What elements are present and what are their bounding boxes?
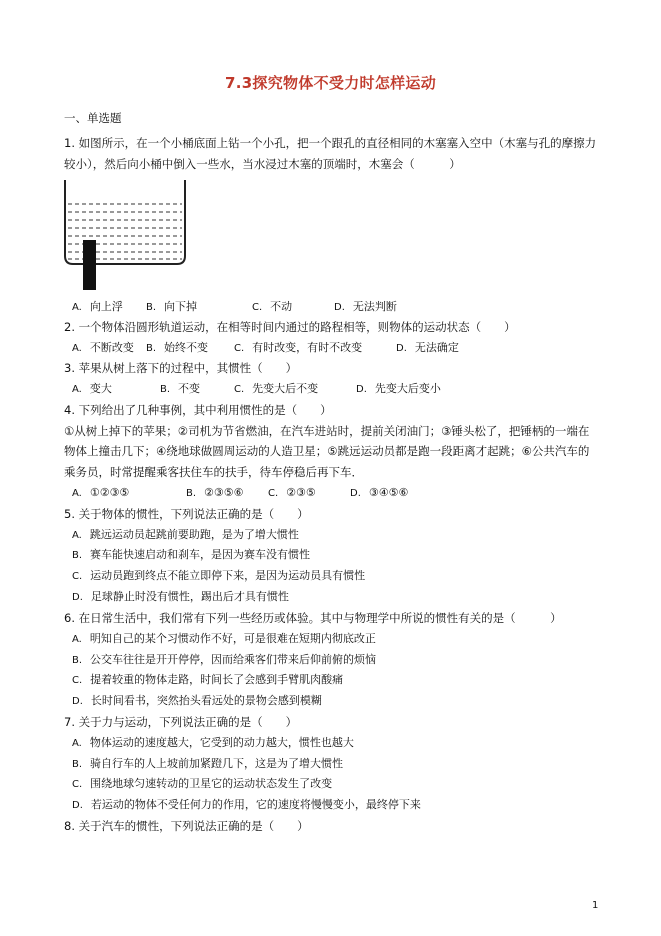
q6-option-a: A. 明知自己的某个习惯动作不好，可是很难在短期内彻底改正 (72, 632, 376, 645)
q2-option-c: C. 有时改变，有时不改变 (234, 341, 363, 354)
question-4-item-line-2: 物体上撞击几下；④绕地球做圆周运动的人造卫星；⑤跳远运动员都是跑一段距离才起跳；⑥公共汽车的 (64, 444, 590, 458)
section-heading: 一、单选题 (64, 111, 122, 125)
q2-option-d: D. 无法确定 (396, 341, 459, 354)
q4-option-d: D. ③④⑤⑥ (350, 486, 409, 499)
q6-option-d: D. 长时间看书，突然抬头看远处的景物会感到模糊 (72, 694, 322, 707)
q4-option-c: C. ②③⑤ (268, 486, 316, 499)
q3-option-b: B. 不变 (160, 382, 201, 395)
bucket-figure (60, 176, 190, 292)
q5-option-b: B. 赛车能快速启动和刹车，是因为赛车没有惯性 (72, 548, 311, 561)
q5-option-c: C. 运动员跑到终点不能立即停下来，是因为运动员具有惯性 (72, 569, 366, 582)
question-7-text: 7. 关于力与运动，下列说法正确的是（ ） (64, 715, 298, 729)
q2-option-b: B. 始终不变 (146, 341, 209, 354)
q5-option-a: A. 跳远运动员起跳前要助跑，是为了增大惯性 (72, 528, 299, 541)
question-1-text: 1. 如图所示，在一个小桶底面上钻一个小孔，把一个跟孔的直径相同的木塞塞入空中（木塞与孔的摩擦力 (64, 136, 597, 150)
q4-option-a: A. ①②③⑤ (72, 486, 130, 499)
page-title: 7.3探究物体不受力时怎样运动 (224, 74, 437, 92)
q2-option-a: A. 不断改变 (72, 341, 134, 354)
question-5-text: 5. 关于物体的惯性，下列说法正确的是（ ） (64, 507, 309, 521)
q7-option-b: B. 骑自行车的人上坡前加紧蹬几下，这是为了增大惯性 (72, 757, 344, 770)
q3-option-d: D. 先变大后变小 (356, 382, 441, 395)
question-2-text: 2. 一个物体沿圆形轨道运动，在相等时间内通过的路程相等，则物体的运动状态（ ） (64, 320, 516, 334)
q6-option-b: B. 公交车往往是开开停停，因而给乘客们带来后仰前俯的烦恼 (72, 653, 377, 666)
q7-option-a: A. 物体运动的速度越大，它受到的动力越大，惯性也越大 (72, 736, 354, 749)
question-1-text-cont: 较小），然后向小桶中倒入一些水，当水浸过木塞的顶端时，木塞会（ ） (64, 157, 461, 171)
question-8-text: 8. 关于汽车的惯性，下列说法正确的是（ ） (64, 819, 309, 833)
q7-option-d: D. 若运动的物体不受任何力的作用，它的速度将慢慢变小，最终停下来 (72, 798, 421, 811)
question-3-text: 3. 苹果从树上落下的过程中，其惯性（ ） (64, 361, 298, 375)
q5-option-d: D. 足球静止时没有惯性，踢出后才具有惯性 (72, 590, 289, 603)
q7-option-c: C. 围绕地球匀速转动的卫星它的运动状态发生了改变 (72, 777, 333, 790)
page-number: 1 (592, 900, 599, 911)
question-4-item-line-3: 乘务员，时常提醒乘客扶住车的扶手，待车停稳后再下车． (64, 465, 363, 479)
q3-option-c: C. 先变大后不变 (234, 382, 319, 395)
question-4-text: 4. 下列给出了几种事例，其中利用惯性的是（ ） (64, 403, 332, 417)
question-6-text: 6. 在日常生活中，我们常有下列一些经历或体验。其中与物理学中所说的惯性有关的是（ ） (64, 611, 562, 625)
q1-option-b: B. 向下掉 (146, 300, 198, 313)
q4-option-b: B. ②③⑤⑥ (186, 486, 244, 499)
q6-option-c: C. 提着较重的物体走路，时间长了会感到手臂肌肉酸痛 (72, 673, 344, 686)
cork (83, 240, 96, 290)
question-4-item-line-1: ①从树上掉下的苹果；②司机为节省燃油，在汽车进站时，提前关闭油门；③锤头松了，把锤柄的一端在 (64, 424, 590, 438)
q1-option-c: C. 不动 (252, 300, 293, 313)
q1-option-d: D. 无法判断 (334, 300, 397, 313)
q3-option-a: A. 变大 (72, 382, 112, 395)
q1-option-a: A. 向上浮 (72, 300, 123, 313)
